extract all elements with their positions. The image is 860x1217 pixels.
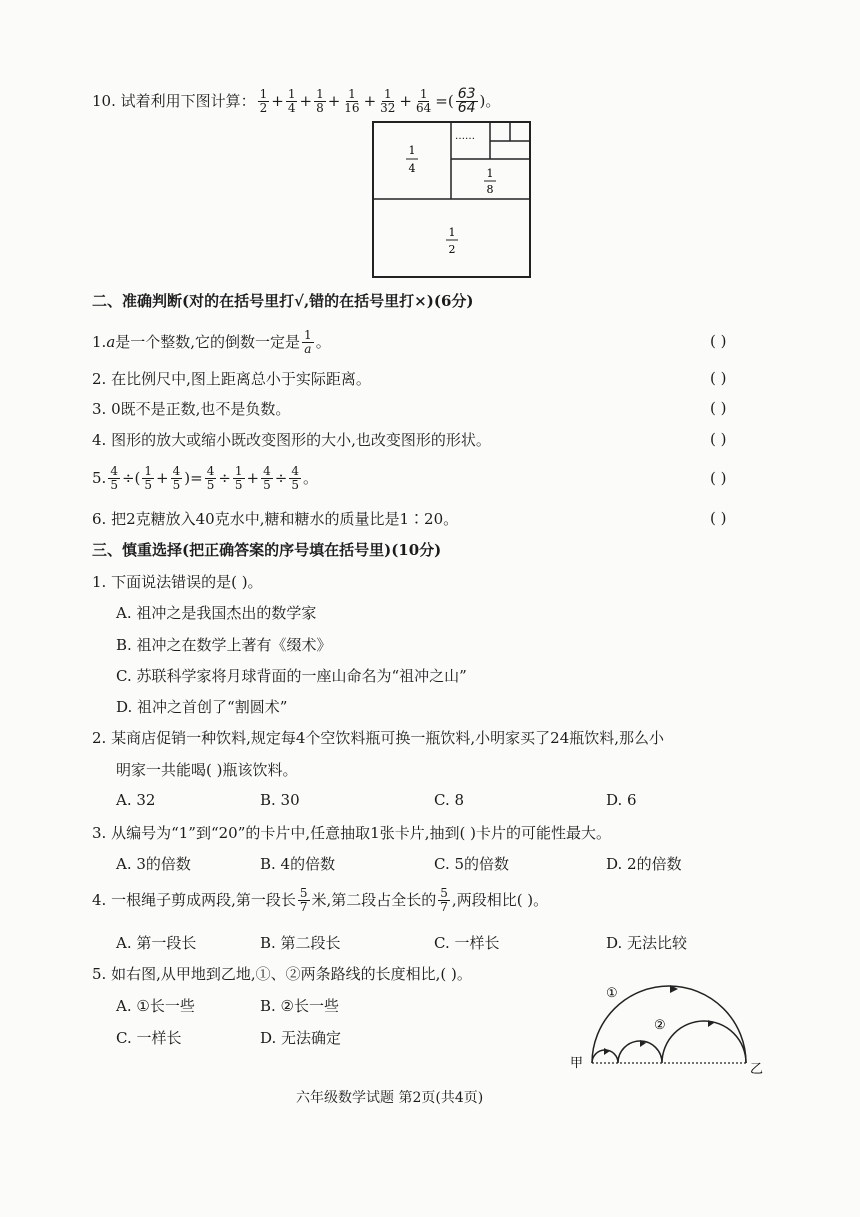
half-den: 2 [448,243,456,256]
q2-option-d[interactable]: D. 6 [606,791,637,809]
answer-paren-6[interactable]: ( ) [710,509,727,527]
quarter-num: 1 [408,144,416,157]
judge-item-1: 1. a 是一个整数,它的倒数一定是 $\frac{1}{a}$ 。 [92,327,331,356]
answer-paren-2[interactable]: ( ) [710,369,727,387]
q10-line [92,86,500,116]
half-num: 1 [448,226,456,239]
answer-paren-5[interactable]: ( ) [710,469,727,487]
route-2-label: ② [654,1018,666,1033]
q3-option-b[interactable]: B. 4的倍数 [260,855,336,873]
judge-item-3: 3. 0既不是正数,也不是负数。 [92,400,291,418]
q3-option-d[interactable]: D. 2的倍数 [606,855,682,873]
q4-option-a[interactable]: A. 第一段长 [116,934,197,952]
choice-q3-stem: 3. 从编号为“1”到“20”的卡片中,任意抽取1张卡片,抽到( )卡片的可能性最大。 [92,824,611,842]
q5-option-a[interactable]: A. ①长一些 [116,997,195,1015]
q4-option-d[interactable]: D. 无法比较 [606,934,688,952]
q10-frac-6: $\frac{1}{64}$ [416,86,432,115]
q5-option-d[interactable]: D. 无法确定 [260,1029,342,1047]
end-label: 乙 [750,1062,764,1075]
q3-option-a[interactable]: A. 3的倍数 [116,855,191,873]
close-paren: )。 [479,92,501,110]
q2-option-b[interactable]: B. 30 [260,791,300,809]
plus-sign: + [363,92,377,110]
route-2-arcs [592,1021,746,1063]
judge-item-5: 5. $\frac{4}{5}$ ÷ ( $\frac{1}{5}$ + $\frac{4}{5}$ ) = $\frac{4}{5}$ ÷ $\frac{1}{5}$ + $\frac{4}{5}$ ÷ $\frac{4}{5}$ 。 [92,463,318,492]
quarter-den: 4 [408,162,416,175]
plus-sign: + [299,92,313,110]
q10-frac-3: $\frac{1}{8}$ [316,86,324,115]
dots-label: …… [455,131,475,142]
choice-q5-stem: 5. 如右图,从甲地到乙地,①、②两条路线的长度相比,( )。 [92,965,472,983]
route-figure [566,975,776,1075]
q1-option-b[interactable]: B. 祖冲之在数学上著有《缀术》 [116,636,332,654]
page-footer: 六年级数学试题 第2页(共4页) [296,1090,484,1106]
section2-title: 二、准确判断(对的在括号里打√,错的在括号里打×)(6分) [92,292,474,310]
choice-q4-stem: 4. 一根绳子剪成两段,第一段长 $\frac{5}{7}$ 米,第二段占全长的 $\frac{5}{7}$ ,两段相比( )。 [92,885,549,914]
q10-frac-1: $\frac{1}{2}$ [259,86,268,115]
q5-option-b[interactable]: B. ②长一些 [260,997,340,1015]
fraction-square-diagram [372,121,532,279]
judge-item-2: 2. 在比例尺中,图上距离总小于实际距离。 [92,370,371,388]
plus-sign: + [399,92,412,110]
eighth-num: 1 [486,167,494,180]
answer-paren-3[interactable]: ( ) [710,399,727,417]
start-label: 甲 [570,1056,584,1071]
q10-prefix: 10. 试着利用下图计算： [92,92,256,110]
choice-q1-stem: 1. 下面说法错误的是( )。 [92,573,263,591]
q4-option-c[interactable]: C. 一样长 [434,934,500,952]
q2-option-c[interactable]: C. 8 [434,791,465,809]
q4-option-b[interactable]: B. 第二段长 [260,934,341,952]
eighth-den: 8 [486,183,494,196]
answer-paren-4[interactable]: ( ) [710,430,727,448]
route-1-label: ① [606,986,618,1001]
plus-sign: + [271,92,284,110]
judge-item-6: 6. 把2克糖放入40克水中,糖和糖水的质量比是1∶20。 [92,510,459,528]
q10-frac-2: $\frac{1}{4}$ [287,86,296,115]
q3-option-c[interactable]: C. 5的倍数 [434,855,510,873]
section3-title: 三、慎重选择(把正确答案的序号填在括号里)(10分) [92,541,442,559]
handwritten-answer: $\frac{63}{64}$ [457,85,476,116]
q1-option-d[interactable]: D. 祖冲之首创了“割圆术” [116,698,288,716]
choice-q2-stem1: 2. 某商店促销一种饮料,规定每4个空饮料瓶可换一瓶饮料,小明家买了24瓶饮料,那么小 [92,729,665,747]
answer-paren-1[interactable]: ( ) [710,332,727,350]
choice-q2-stem2: 明家一共能喝( )瓶该饮料。 [116,761,298,779]
q1-option-c[interactable]: C. 苏联科学家将月球背面的一座山命名为“祖冲之山” [116,667,467,685]
plus-sign: + [327,92,341,110]
q10-frac-4: $\frac{1}{16}$ [344,86,360,115]
equals-paren: =( [435,92,454,110]
q2-option-a[interactable]: A. 32 [116,791,156,809]
q1-option-a[interactable]: A. 祖冲之是我国杰出的数学家 [116,604,317,622]
judge-item-4: 4. 图形的放大或缩小既改变图形的大小,也改变图形的形状。 [92,431,491,449]
q5-option-c[interactable]: C. 一样长 [116,1029,182,1047]
q10-frac-5: $\frac{1}{32}$ [380,86,396,115]
